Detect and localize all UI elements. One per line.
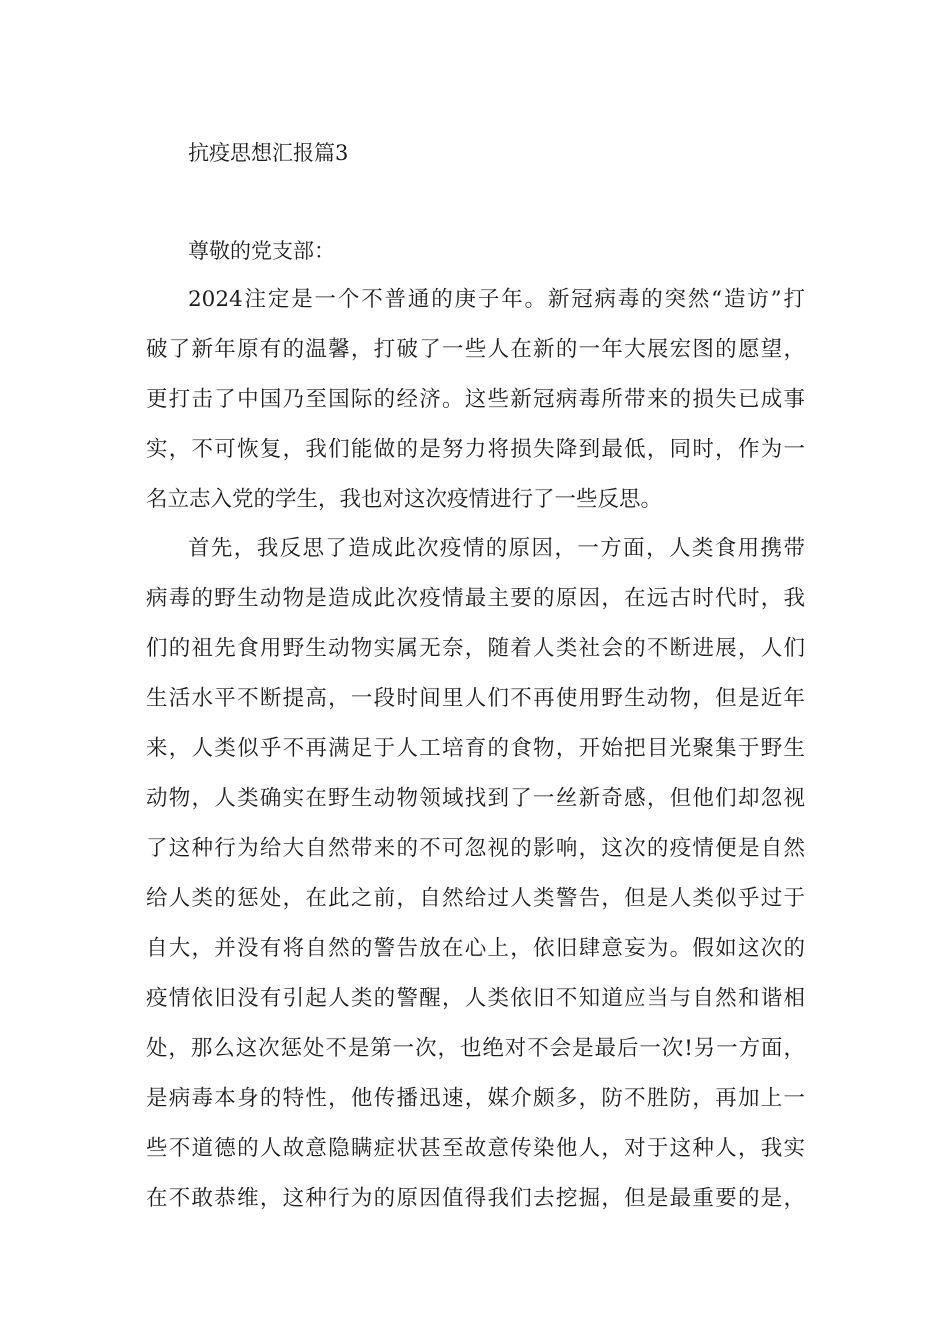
paragraph-1-line-5: 名立志入党的学生，我也对这次疫情进行了一些反思。 <box>146 487 663 512</box>
paragraph-2-line-4: 生活水平不断提高，一段时间里人们不再使用野生动物，但是近年 <box>146 686 805 711</box>
paragraph-1-line-1: 2024注定是一个不普通的庚子年。新冠病毒的突然“造访”打 <box>188 287 805 312</box>
paragraph-2-line-12: 是病毒本身的特性，他传播迅速，媒介颇多，防不胜防，再加上一 <box>146 1086 805 1111</box>
paragraph-2-line-2: 病毒的野生动物是造成此次疫情最主要的原因，在远古时代时，我 <box>146 586 805 611</box>
paragraph-2-line-5: 来，人类似乎不再满足于人工培育的食物，开始把目光聚集于野生 <box>146 736 805 761</box>
paragraph-1-line-4: 实，不可恢复，我们能做的是努力将损失降到最低，同时，作为一 <box>146 437 805 462</box>
paragraph-2-line-6: 动物，人类确实在野生动物领域找到了一丝新奇感，但他们却忽视 <box>146 786 805 811</box>
paragraph-2-line-8: 给人类的惩处，在此之前，自然给过人类警告，但是人类似乎过于 <box>146 886 805 911</box>
paragraph-2-line-7: 了这种行为给大自然带来的不可忽视的影响，这次的疫情便是自然 <box>146 836 805 861</box>
paragraph-1-line-3: 更打击了中国乃至国际的经济。这些新冠病毒所带来的损失已成事 <box>146 387 805 412</box>
paragraph-1-line-2: 破了新年原有的温馨，打破了一些人在新的一年大展宏图的愿望， <box>146 337 805 362</box>
paragraph-2-line-14: 在不敢恭维，这种行为的原因值得我们去挖掘，但是最重要的是， <box>146 1186 805 1211</box>
salutation: 尊敬的党支部： <box>188 239 335 263</box>
paragraph-2-line-11: 处，那么这次惩处不是第一次，也绝对不会是最后一次!另一方面， <box>146 1036 805 1061</box>
paragraph-2-line-9: 自大，并没有将自然的警告放在心上，依旧肆意妄为。假如这次的 <box>146 936 805 961</box>
paragraph-2-line-1: 首先，我反思了造成此次疫情的原因，一方面，人类食用携带 <box>188 536 805 561</box>
paragraph-2-line-13: 些不道德的人故意隐瞒症状甚至故意传染他人，对于这种人，我实 <box>146 1136 805 1161</box>
paragraph-2-line-10: 疫情依旧没有引起人类的警醒，人类依旧不知道应当与自然和谐相 <box>146 986 805 1011</box>
paragraph-2-line-3: 们的祖先食用野生动物实属无奈，随着人类社会的不断进展，人们 <box>146 636 805 661</box>
document-title: 抗疫思想汇报篇3 <box>188 141 349 165</box>
